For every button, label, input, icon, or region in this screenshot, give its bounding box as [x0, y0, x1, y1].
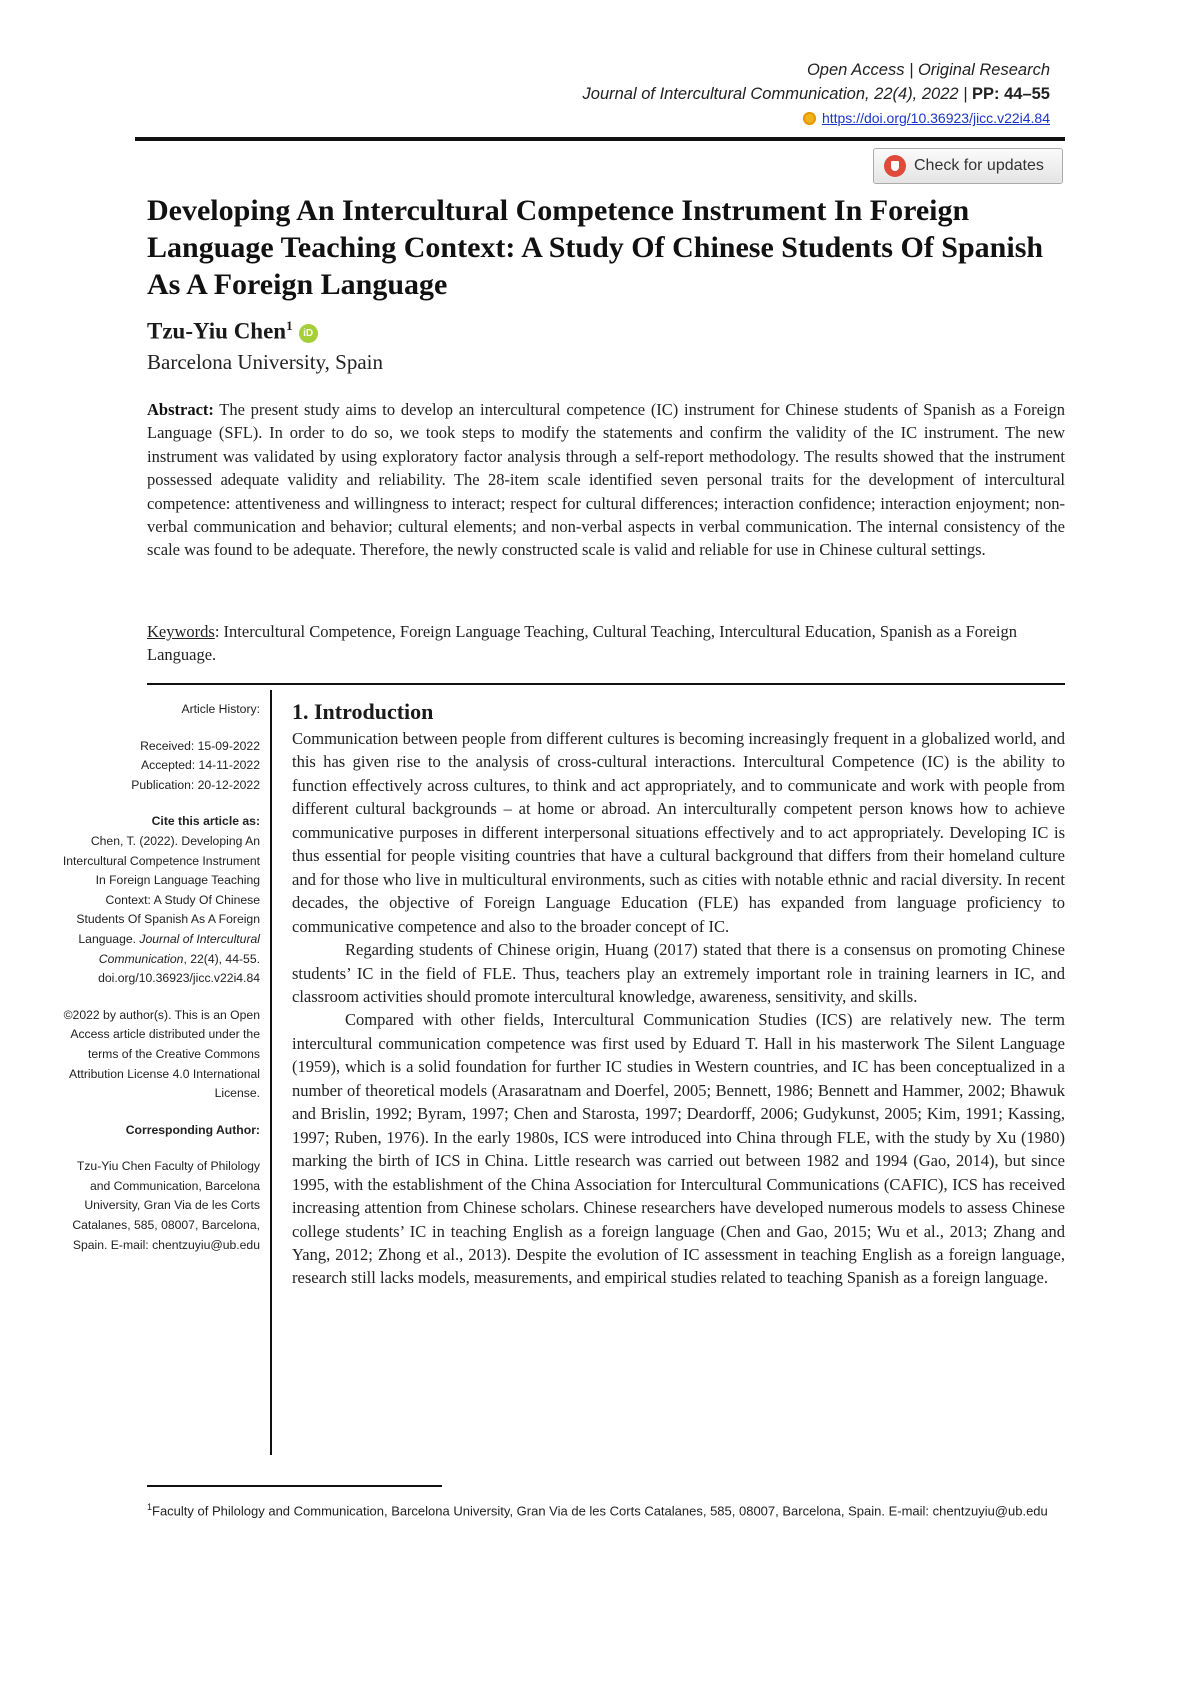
section-rule [147, 683, 1065, 685]
access-type: Open Access | Original Research [806, 61, 1050, 79]
author-affiliation: Barcelona University, Spain [147, 350, 383, 374]
abstract-text: The present study aims to develop an intercultural competence (IC) instrument for Chinese students of Spanish as a Foreign Language (SFL). In order to do so, we took steps to modify the statements and confirm the validity of the IC instrument. The new instrument was validated by using exploratory factor analysis through a self-report methodology. The results showed that the instrument possessed adequate validity and reliability. The 28-item scale identified seven personal traits for the development of intercultural competence: attentiveness and willingness to interact; respect for cultural differences; interaction confidence; interaction enjoyment; non-verbal communication and behavior; cultural elements; and non-verbal aspects in verbal communication. The internal consistency of the scale was found to be adequate. Therefore, the newly constructed scale is valid and reliable for use in Chinese cultural settings. [147, 400, 1065, 560]
section-heading: 1. Introduction [292, 699, 434, 724]
doi-icon [803, 112, 816, 125]
citation-text [60, 832, 260, 989]
paragraph-2: Regarding students of Chinese origin, Huang (2017) stated that there is a consensus on promoting Chinese students’ IC in the field of FLE. Thus, teachers play an extremely important role in training learners in IC, and classroom activities should promote intercultural knowledge, awareness, sensitivity, and skills. [292, 940, 1065, 1006]
footnote [147, 1497, 1065, 1521]
footnote-rule [147, 1485, 442, 1487]
citation-journal: Journal of Intercultural Communication [98, 931, 260, 966]
check-for-updates-label: Check for updates [914, 157, 1044, 174]
author-line [147, 318, 318, 345]
orcid-icon[interactable]: iD [299, 324, 318, 343]
journal-header [583, 58, 1050, 130]
header-rule [135, 137, 1065, 141]
paper-title: Developing An Intercultural Competence Instrument In Foreign Language Teaching Context: A Study Of Chinese Students Of Spanish As A Foreign Language [147, 194, 1044, 301]
sidebar-divider [270, 690, 272, 1455]
check-for-updates-button[interactable] [873, 148, 1063, 184]
journal-name: Journal of Intercultural Communication, 22(4), 2022 | [582, 85, 973, 103]
received-date: Received: 15-09-2022 [140, 738, 260, 753]
abstract-label: Abstract: [147, 400, 214, 419]
author-affil-marker: 1 [286, 318, 293, 333]
keywords-text: : Intercultural Competence, Foreign Language Teaching, Cultural Teaching, Intercultural Education, Spanish as a Foreign Language. [147, 622, 1017, 665]
keywords [147, 620, 1065, 667]
introduction-body [292, 727, 1065, 1290]
paragraph-1: Communication between people from different cultures is becoming increasingly frequent in a globalized world, and this has given rise to the analysis of cross-cultural interactions. Intercultural Competence (IC) is the ability to function effectively across cultures, to think and act appropriately, and to communicate and work with people from different cultural backgrounds – at home or abroad. An interculturally competent person knows how to achieve communicative purposes in different interpersonal situations effectively and to act appropriately. Developing IC is thus essential for people visiting countries that have a cultural background that differs from their homeland culture and for those who live in multicultural environments, such as cities with notable ethnic and racial diversity. In recent decades, the objective of Foreign Language Education (FLE) has expanded from language proficiency to communicative competence and also to the broader concept of IC. [292, 729, 1065, 936]
article-sidebar [60, 700, 260, 1255]
doi-link[interactable]: https://doi.org/10.36923/jicc.v22i4.84 [821, 110, 1050, 126]
author-name: Tzu-Yiu Chen [147, 318, 287, 344]
footnote-marker: 1 [147, 1502, 153, 1512]
page-range: PP: 44–55 [972, 85, 1050, 103]
journal-citation [583, 82, 1050, 106]
cite-label: Cite this article as: [151, 814, 260, 829]
keywords-label: Keywords [147, 622, 215, 641]
citation-main: Chen, T. (2022). Developing An Intercultural Competence Instrument In Foreign Language Teaching Context: A Study Of Chinese Students Of Spanish As A Foreign Language. [62, 833, 260, 946]
corresponding-author-label: Corresponding Author: [125, 1122, 260, 1137]
history-label: Article History: [181, 702, 260, 716]
bookmark-icon [884, 155, 906, 177]
citation-tail: , 22(4), 44-55. doi.org/10.36923/jicc.v22i4.84 [98, 951, 260, 986]
publication-date: Publication: 20-12-2022 [131, 777, 260, 792]
corresponding-author-text: Tzu-Yiu Chen Faculty of Philology and Communication, Barcelona University, Gran Via de les Corts Catalanes, 585, 08007, Barcelona, Spain. E-mail: chentzuyiu@ub.edu [72, 1159, 260, 1252]
license-text: ©2022 by author(s). This is an Open Access article distributed under the terms of the Creative Commons Attribution License 4.0 International License. [63, 1007, 260, 1101]
footnote-text: Faculty of Philology and Communication, Barcelona University, Gran Via de les Corts Catalanes, 585, 08007, Barcelona, Spain. E-mail: chentzuyiu@ub.edu [152, 1503, 1048, 1519]
paragraph-3: Compared with other fields, Intercultural Communication Studies (ICS) are relatively new. The term intercultural communication competence was first used by Eduard T. Hall in his masterwork The Silent Language (1959), which is a solid foundation for further IC studies in Western countries, and IC has been conceptualized in a number of theoretical models (Arasaratnam and Doerfel, 2005; Bennett, 1986; Bennett and Hammer, 2002; Bhawuk and Brislin, 1992; Byram, 1997; Chen and Starosta, 1997; Deardorff, 2006; Gudykunst, 2005; Kim, 1991; Kassing, 1997; Ruben, 1976). In the early 1980s, ICS were introduced into China through FLE, with the study by Xu (1980) marking the birth of ICS in China. Little research was carried out between 1982 and 1994 (Gao, 2014), but since 1995, with the establishment of the China Association for Intercultural Communications (CAFIC), ICS has received increasing attention from Chinese scholars. Chinese researchers have developed numerous models to assess Chinese college students’ IC in teaching English as a foreign language (Chen and Gao, 2015; Wu et al., 2013; Zhang and Yang, 2012; Zhong et al., 2013). Despite the evolution of IC assessment in teaching English as a foreign language, research still lacks models, measurements, and empirical studies related to teaching Spanish as a foreign language. [292, 1010, 1065, 1288]
doi-line [583, 106, 1050, 130]
abstract [147, 398, 1065, 562]
accepted-date: Accepted: 14-11-2022 [140, 758, 260, 773]
